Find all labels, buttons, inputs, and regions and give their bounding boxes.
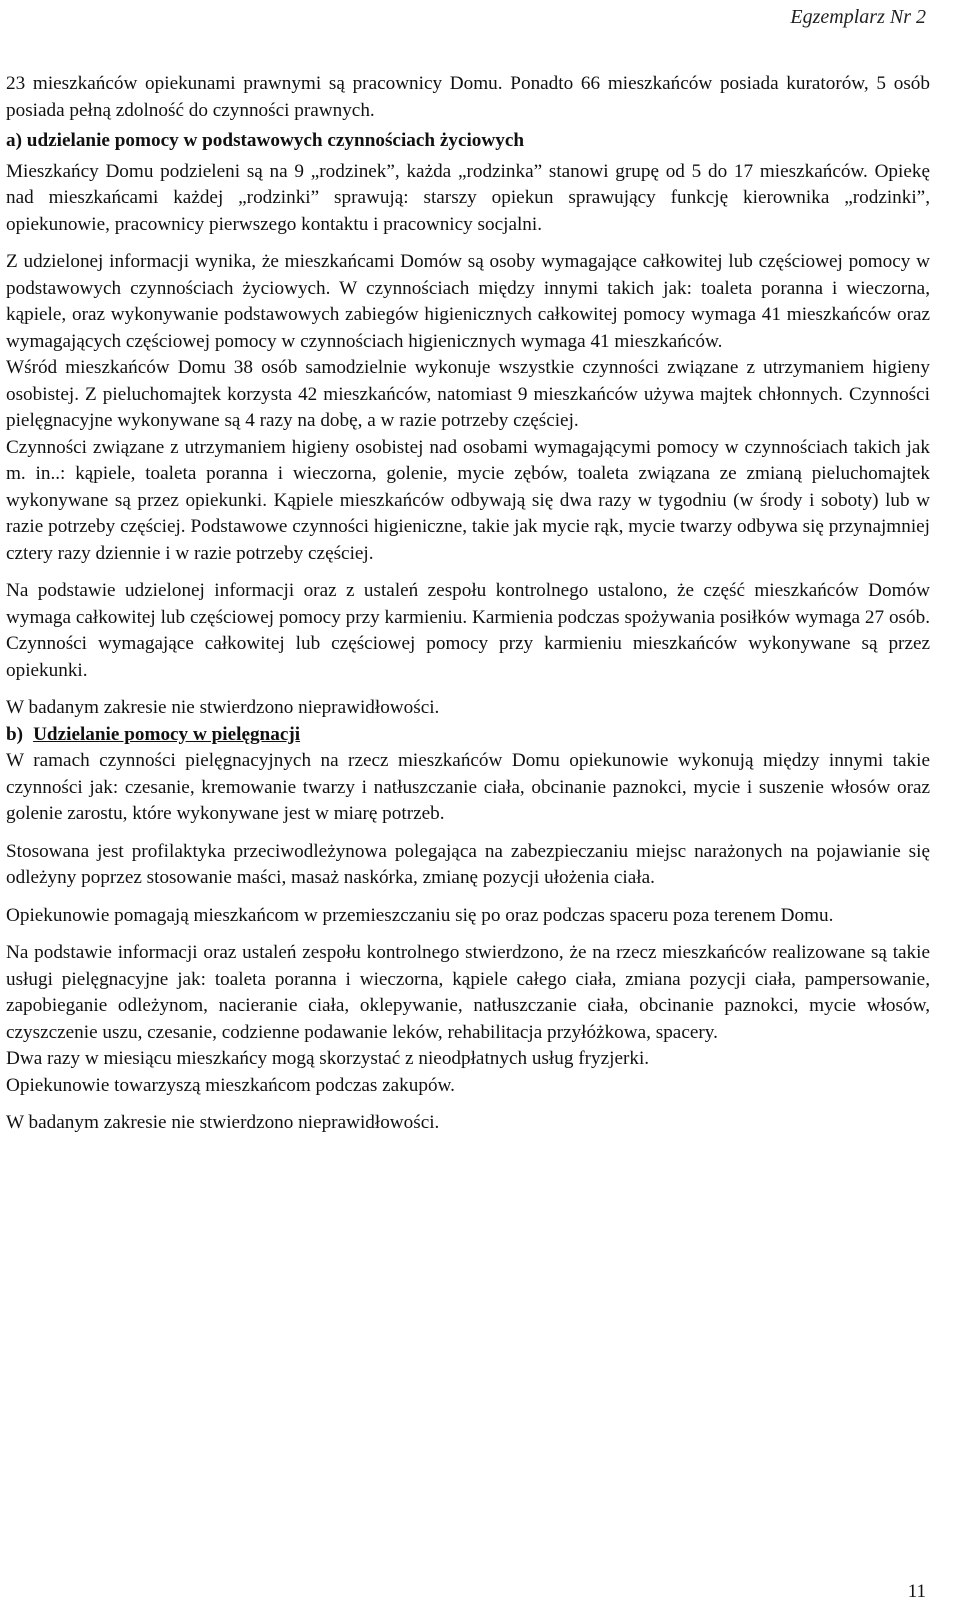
section-heading-b-text: Udzielanie pomocy w pielęgnacji	[33, 723, 301, 745]
document-body	[6, 71, 930, 1137]
paragraph-no-irregularities-b: W badanym zakresie nie stwierdzono nieprawidłowości.	[6, 1112, 440, 1133]
section-heading-b	[6, 722, 930, 749]
paragraph-care-services: Na podstawie informacji oraz ustaleń zespołu kontrolnego stwierdzono, że na rzecz mieszkańców realizowane są takie usługi pielęgnacyjne jak: toaleta poranna i wieczorna, kąpiele całego ciała, zmiana pozycji ciała, pampersowanie, zapobieganie odleżynom, nacieranie ciała, oklepywanie, natłuszczanie ciała, obcinanie paznokci, mycie włosów, czyszczenie uszu, czesanie, codzienne podawanie leków, rehabilitacja przyłóżkowa, spacery.	[6, 942, 930, 1043]
paragraph-feeding: Na podstawie udzielonej informacji oraz z ustaleń zespołu kontrolnego ustalono, że część mieszkańców Domów wymaga całkowitej lub częściowej pomocy przy karmieniu. Karmienia podczas spożywania posiłków wymaga 27 osób. Czynności wymagające całkowitej lub częściowej pomocy przy karmieniu mieszkańców wykonywane są przez opiekunki.	[6, 580, 930, 681]
paragraph-mobility-help: Opiekunowie pomagają mieszkańcom w przemieszczaniu się po oraz podczas spaceru poza terenem Domu.	[6, 904, 834, 926]
paragraph-shopping: Opiekunowie towarzyszą mieszkańcom podczas zakupów.	[6, 1074, 455, 1096]
paragraph-no-irregularities-a: W badanym zakresie nie stwierdzono nieprawidłowości.	[6, 697, 440, 718]
paragraph-hygiene-independence: Wśród mieszkańców Domu 38 osób samodzielnie wykonuje wszystkie czynności związane z utrzymaniem higieny osobistej. Z pieluchomajtek korzysta 42 mieszkańców, natomiast 9 mieszkańców używa majtek chłonnych. Czynności pielęgnacyjne wykonywane są 4 razy na dobę, a w razie potrzeby częściej.	[6, 357, 930, 431]
paragraph-assistance-needs: Z udzielonej informacji wynika, że mieszkańcami Domów są osoby wymagające całkowitej lub częściowej pomocy w podstawowych czynnościach życiowych. W czynnościach między innymi takich jak: toaleta poranna i wieczorna, kąpiele, oraz wykonywanie podstawowych zabiegów higienicznych całkowitej pomocy wymaga 41 mieszkańców oraz wymagających częściowej pomocy w czynnościach higienicznych wymaga 41 mieszkańców.	[6, 251, 930, 352]
paragraph-families: Mieszkańcy Domu podzieleni są na 9 „rodzinek”, każda „rodzinka” stanowi grupę od 5 do 17 mieszkańców. Opiekę nad mieszkańcami każdej „rodzinki” sprawują: starszy opiekun sprawujący funkcję kierownika „rodzinki”, opiekunowie, pracownicy pierwszego kontaktu i pracownicy socjalni.	[6, 160, 930, 235]
paragraph-hairdresser: Dwa razy w miesiącu mieszkańcy mogą skorzystać z nieodpłatnych usług fryzjerki.	[6, 1048, 650, 1069]
paragraph-hygiene-activities: Czynności związane z utrzymaniem higieny osobistej nad osobami wymagającymi pomocy w czynnościach takich jak m. in..: kąpiele, toaleta poranna i wieczorna, golenie, mycie zębów, toaleta związana ze zmianą pieluchomajtek wykonywane są przez opiekunki. Kąpiele mieszkańców odbywają się dwa razy w tygodniu (w środy i soboty) lub w razie potrzeby częściej. Podstawowe czynności higieniczne, takie jak mycie rąk, mycie twarzy odbywa się przynajmniej cztery razy dziennie i w razie potrzeby częściej.	[6, 436, 930, 564]
paragraph-guardians: 23 mieszkańców opiekunami prawnymi są pracownicy Domu. Ponadto 66 mieszkańców posiada kuratorów, 5 osób posiada pełną zdolność do czynności prawnych.	[6, 73, 930, 121]
paragraph-bedsore-prevention: Stosowana jest profilaktyka przeciwodleżynowa polegająca na zabezpieczaniu miejsc narażonych na pojawianie się odleżyny poprzez stosowanie maści, masaż naskórka, zmianę pozycji ułożenia ciała.	[6, 840, 930, 888]
page-number: 11	[907, 1580, 926, 1602]
copy-number-header: Egzemplarz Nr 2	[790, 6, 926, 28]
section-heading-b-label: b)	[6, 723, 24, 745]
section-heading-a: a) udzielanie pomocy w podstawowych czynnościach życiowych	[6, 130, 525, 151]
paragraph-care-activities: W ramach czynności pielęgnacyjnych na rzecz mieszkańców Domu opiekunowie wykonują między innymi takie czynności jak: czesanie, kremowanie twarzy i natłuszczanie ciała, obcinanie paznokci, mycie i suszenie włosów oraz golenie zarostu, które wykonywane jest w miarę potrzeb.	[6, 750, 930, 824]
